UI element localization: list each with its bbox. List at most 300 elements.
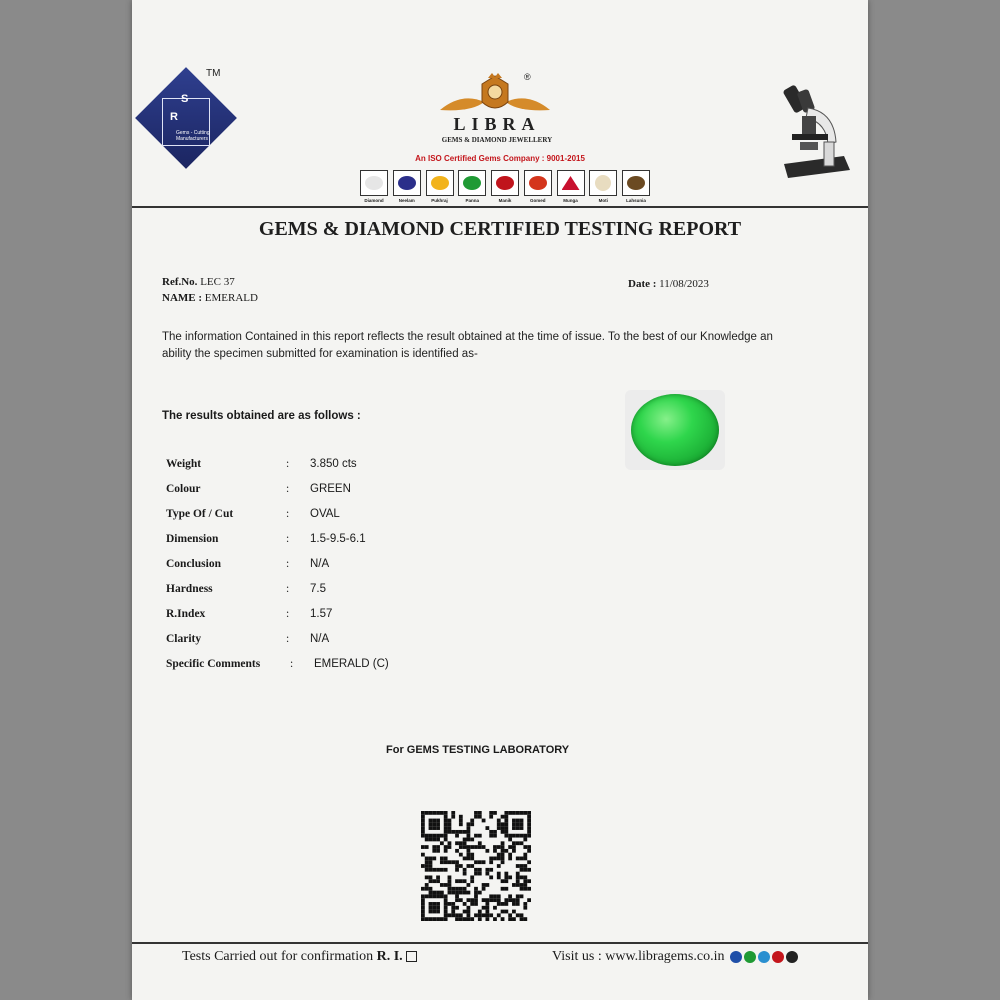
result-value: 1.57 (310, 608, 333, 620)
qr-module (421, 887, 425, 891)
specimen-name (162, 292, 258, 304)
qr-module (463, 841, 467, 845)
qr-module (448, 913, 452, 917)
qr-module (429, 868, 433, 872)
qr-module (520, 864, 524, 868)
qr-module (508, 853, 512, 857)
qr-module (436, 894, 440, 898)
result-separator: : (286, 533, 290, 545)
qr-module (508, 894, 512, 898)
qr-module (482, 883, 486, 887)
qr-module (527, 887, 531, 891)
qr-module (482, 913, 486, 917)
qr-module (516, 872, 520, 876)
qr-module (520, 826, 524, 830)
qr-module (455, 879, 459, 883)
qr-module (497, 894, 501, 898)
qr-module (455, 860, 459, 864)
report-title: GEMS & DIAMOND CERTIFIED TESTING REPORT (258, 218, 742, 240)
qr-module (444, 883, 448, 887)
qr-module (432, 826, 436, 830)
qr-module (425, 860, 429, 864)
qr-module (448, 879, 452, 883)
qr-module (459, 898, 463, 902)
qr-module (501, 902, 505, 906)
qr-module (459, 830, 463, 834)
qr-module (455, 849, 459, 853)
qr-module (436, 902, 440, 906)
qr-module (429, 917, 433, 921)
qr-module (432, 902, 436, 906)
qr-module (429, 887, 433, 891)
qr-module (474, 834, 478, 838)
gem-label: Lahsunia (626, 198, 646, 203)
qr-module (436, 906, 440, 910)
qr-module (508, 811, 512, 815)
qr-module (429, 902, 433, 906)
qr-module (421, 913, 425, 917)
qr-module (527, 834, 531, 838)
qr-module (421, 811, 425, 815)
result-label: R.Index (166, 608, 206, 620)
qr-module (474, 891, 478, 895)
qr-module (436, 819, 440, 823)
qr-module (520, 917, 524, 921)
qr-module (489, 894, 493, 898)
result-label: Clarity (166, 633, 202, 645)
qr-module (501, 857, 505, 861)
qr-module (467, 913, 471, 917)
qr-module (436, 849, 440, 853)
qr-module (429, 864, 433, 868)
gomed-icon (529, 176, 547, 190)
qr-module (489, 868, 493, 872)
result-value: OVAL (310, 508, 340, 520)
qr-module (523, 857, 527, 861)
qr-module (440, 868, 444, 872)
qr-module (512, 917, 516, 921)
qr-module (527, 849, 531, 853)
qr-module (516, 879, 520, 883)
qr-module (516, 834, 520, 838)
qr-module (463, 879, 467, 883)
neelam-icon (398, 176, 416, 190)
reference-number (162, 276, 235, 288)
qr-module (448, 887, 452, 891)
qr-module (493, 849, 497, 853)
srs-logo-letter-r: R (170, 111, 178, 123)
qr-module (440, 891, 444, 895)
qr-module (429, 891, 433, 895)
facebook-icon[interactable] (730, 951, 742, 963)
qr-module (527, 868, 531, 872)
website-link[interactable]: Visit us : www.libragems.co.in (552, 949, 725, 964)
qr-module (501, 841, 505, 845)
qr-module (451, 902, 455, 906)
qr-module (478, 872, 482, 876)
qr-module (485, 872, 489, 876)
qr-module (523, 887, 527, 891)
qr-module (425, 875, 429, 879)
result-row (166, 581, 526, 606)
qr-module (504, 879, 508, 883)
qr-module (432, 849, 436, 853)
qr-module (493, 857, 497, 861)
gem-item (557, 170, 585, 210)
qr-module (425, 868, 429, 872)
pukhraj-icon (431, 176, 449, 190)
qr-module (508, 913, 512, 917)
qr-module (444, 830, 448, 834)
result-value: 3.850 cts (310, 458, 357, 470)
result-value: 1.5-9.5-6.1 (310, 533, 366, 545)
qr-module (478, 917, 482, 921)
qr-module (482, 898, 486, 902)
qr-module (440, 860, 444, 864)
qr-module (448, 902, 452, 906)
libra-emblem-icon (432, 72, 558, 118)
qr-module (467, 834, 471, 838)
qr-module (520, 883, 524, 887)
qr-module (421, 822, 425, 826)
result-label: Conclusion (166, 558, 221, 570)
qr-module (501, 845, 505, 849)
qr-module (451, 811, 455, 815)
qr-module (448, 891, 452, 895)
qr-module (516, 875, 520, 879)
qr-module (459, 887, 463, 891)
qr-module (512, 902, 516, 906)
qr-module (448, 819, 452, 823)
result-row (166, 606, 526, 631)
qr-module (497, 822, 501, 826)
qr-module (523, 917, 527, 921)
qr-module (497, 826, 501, 830)
qr-module (444, 894, 448, 898)
qr-module (444, 826, 448, 830)
qr-module (516, 819, 520, 823)
qr-module (470, 838, 474, 842)
qr-module (497, 898, 501, 902)
qr-module (520, 841, 524, 845)
qr-module (444, 913, 448, 917)
qr-module (523, 864, 527, 868)
qr-module (485, 868, 489, 872)
result-row (166, 556, 526, 581)
qr-module (470, 857, 474, 861)
qr-module (432, 838, 436, 842)
result-separator: : (286, 483, 290, 495)
qr-module (489, 834, 493, 838)
qr-module (436, 879, 440, 883)
gem-item (360, 170, 388, 210)
qr-module (444, 898, 448, 902)
qr-module (504, 819, 508, 823)
qr-module (474, 860, 478, 864)
qr-module (463, 872, 467, 876)
qr-module (508, 845, 512, 849)
qr-module (444, 838, 448, 842)
qr-module (421, 898, 425, 902)
qr-module (523, 906, 527, 910)
qr-module (451, 913, 455, 917)
qr-module (523, 868, 527, 872)
qr-module (520, 819, 524, 823)
qr-module (467, 822, 471, 826)
qr-module (501, 830, 505, 834)
moti-icon (595, 175, 611, 191)
qr-module (504, 910, 508, 914)
result-value: EMERALD (C) (314, 658, 389, 670)
qr-module (467, 849, 471, 853)
result-label: Specific Comments (166, 658, 261, 670)
instagram-icon[interactable] (786, 951, 798, 963)
qr-module (520, 822, 524, 826)
date-value: 11/08/2023 (659, 278, 709, 290)
qr-module (421, 815, 425, 819)
qr-module (455, 887, 459, 891)
qr-module (520, 875, 524, 879)
qr-module (467, 845, 471, 849)
qr-module (516, 898, 520, 902)
date-label: Date : (628, 278, 657, 290)
qr-module (485, 917, 489, 921)
qr-module (474, 902, 478, 906)
qr-module (432, 819, 436, 823)
qr-module (459, 822, 463, 826)
qr-module (512, 822, 516, 826)
result-separator: : (286, 458, 290, 470)
result-label: Colour (166, 483, 201, 495)
qr-module (429, 838, 433, 842)
name-value: EMERALD (204, 292, 258, 304)
result-separator: : (286, 558, 290, 570)
qr-module (523, 838, 527, 842)
qr-module (432, 891, 436, 895)
report-intro: The information Contained in this report reflects the result obtained at the time of issue. To the best of our Knowledge an ability the specimen submitted for examination is identified as- (162, 331, 773, 360)
gem-item (426, 170, 454, 210)
gem-label: Panna (465, 198, 479, 203)
qr-module (451, 830, 455, 834)
qr-module (516, 841, 520, 845)
qr-module (520, 887, 524, 891)
qr-module (474, 815, 478, 819)
registered-mark: ® (524, 72, 531, 82)
qr-module (512, 898, 516, 902)
qr-module (421, 864, 425, 868)
qr-module (497, 819, 501, 823)
youtube-icon[interactable] (772, 951, 784, 963)
qr-module (485, 913, 489, 917)
gem-item (458, 170, 486, 210)
qr-module (497, 902, 501, 906)
qr-module (520, 834, 524, 838)
result-row (166, 656, 526, 681)
qr-module (493, 894, 497, 898)
qr-module (425, 894, 429, 898)
qr-module (467, 910, 471, 914)
qr-module (485, 898, 489, 902)
qr-module (429, 906, 433, 910)
qr-module (425, 917, 429, 921)
qr-module (467, 857, 471, 861)
result-value: GREEN (310, 483, 351, 495)
checkbox-icon (406, 951, 417, 962)
gem-label: Neelam (398, 198, 415, 203)
qr-module (436, 875, 440, 879)
qr-module (429, 894, 433, 898)
qr-module (425, 887, 429, 891)
certificate-page (132, 0, 868, 1000)
qr-module (432, 910, 436, 914)
qr-module (474, 894, 478, 898)
qr-module (512, 849, 516, 853)
footer-website (552, 949, 798, 965)
qr-module (455, 841, 459, 845)
qr-module (501, 917, 505, 921)
panna-icon (463, 176, 481, 190)
whatsapp-icon[interactable] (744, 951, 756, 963)
qr-module (444, 868, 448, 872)
qr-module (501, 853, 505, 857)
qr-module (448, 845, 452, 849)
result-value: N/A (310, 633, 330, 645)
qr-module (467, 906, 471, 910)
qr-module (470, 845, 474, 849)
qr-module (432, 845, 436, 849)
qr-module (501, 887, 505, 891)
qr-module (444, 822, 448, 826)
result-label: Weight (166, 458, 202, 470)
qr-module (527, 822, 531, 826)
qr-module (527, 860, 531, 864)
gem-label: Moti (598, 198, 608, 203)
qr-module (489, 860, 493, 864)
result-separator: : (290, 658, 294, 670)
qr-module (527, 815, 531, 819)
qr-module (436, 917, 440, 921)
qr-module (444, 811, 448, 815)
qr-module (504, 815, 508, 819)
qr-module (436, 811, 440, 815)
qr-module (516, 826, 520, 830)
qr-module (504, 849, 508, 853)
qr-module (436, 868, 440, 872)
qr-module (444, 906, 448, 910)
qr-module (470, 819, 474, 823)
qr-module (527, 811, 531, 815)
ref-value: LEC 37 (200, 276, 235, 288)
qr-module (478, 868, 482, 872)
qr-module (523, 853, 527, 857)
qr-module (444, 834, 448, 838)
srs-logo-trademark: TM (206, 68, 221, 79)
qr-code-icon[interactable] (406, 811, 546, 921)
qr-module (429, 819, 433, 823)
qr-module (444, 860, 448, 864)
qr-module (440, 811, 444, 815)
social-icons (730, 951, 798, 963)
telegram-icon[interactable] (758, 951, 770, 963)
qr-module (421, 902, 425, 906)
qr-module (504, 875, 508, 879)
qr-module (504, 898, 508, 902)
qr-module (474, 913, 478, 917)
qr-module (493, 845, 497, 849)
qr-module (478, 811, 482, 815)
qr-module (459, 815, 463, 819)
qr-module (489, 875, 493, 879)
qr-module (504, 826, 508, 830)
qr-module (508, 898, 512, 902)
qr-module (501, 815, 505, 819)
qr-module (482, 906, 486, 910)
qr-module (448, 841, 452, 845)
qr-module (520, 811, 524, 815)
qr-module (429, 879, 433, 883)
qr-module (432, 879, 436, 883)
qr-module (467, 838, 471, 842)
qr-module (497, 853, 501, 857)
qr-module (474, 868, 478, 872)
qr-module (520, 857, 524, 861)
qr-module (482, 887, 486, 891)
qr-module (436, 826, 440, 830)
qr-module (421, 906, 425, 910)
qr-module (493, 811, 497, 815)
qr-module (508, 857, 512, 861)
footer-confirmation (182, 949, 417, 965)
qr-module (448, 822, 452, 826)
qr-module (455, 917, 459, 921)
qr-module (504, 872, 508, 876)
qr-module (425, 811, 429, 815)
qr-module (527, 819, 531, 823)
qr-module (474, 845, 478, 849)
result-value: N/A (310, 558, 330, 570)
qr-module (459, 853, 463, 857)
lahsunia-icon (627, 176, 645, 190)
qr-module (501, 826, 505, 830)
qr-module (421, 917, 425, 921)
result-separator: : (286, 608, 290, 620)
qr-module (425, 864, 429, 868)
qr-module (463, 887, 467, 891)
qr-module (421, 830, 425, 834)
gem-item (491, 170, 519, 210)
qr-module (512, 826, 516, 830)
qr-module (444, 845, 448, 849)
result-row (166, 456, 526, 481)
emerald-photo (625, 390, 725, 470)
srs-logo-subtitle: Gems - Cutting Manufacturers (176, 130, 210, 142)
qr-module (523, 879, 527, 883)
qr-module (444, 857, 448, 861)
qr-module (504, 887, 508, 891)
qr-module (436, 834, 440, 838)
qr-module (527, 879, 531, 883)
qr-module (478, 845, 482, 849)
qr-module (489, 815, 493, 819)
qr-module (459, 879, 463, 883)
qr-module (429, 834, 433, 838)
qr-module (497, 913, 501, 917)
qr-module (485, 826, 489, 830)
qr-module (493, 917, 497, 921)
qr-module (512, 834, 516, 838)
qr-module (429, 822, 433, 826)
qr-module (485, 849, 489, 853)
